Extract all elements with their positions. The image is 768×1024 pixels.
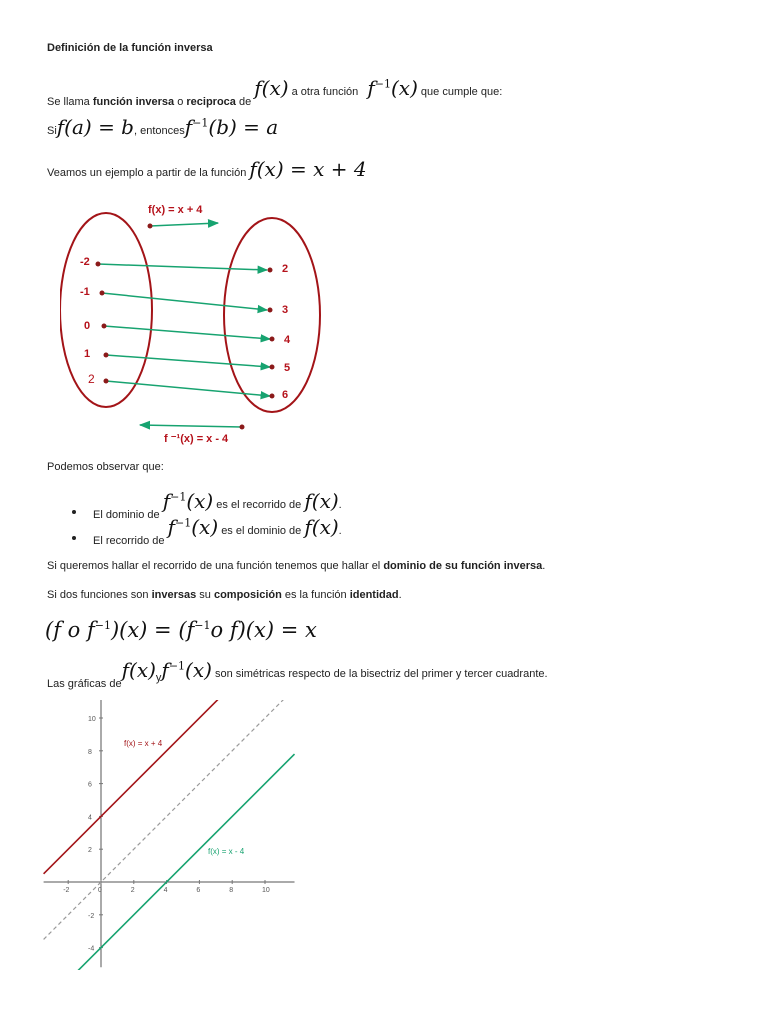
mapping-diagram: [60, 195, 330, 450]
range-label: 6: [282, 389, 289, 401]
range-label: 3: [282, 304, 289, 316]
label-f: f(x) = x + 4: [124, 739, 163, 748]
condition-line: Sif(a) = b, entoncesf$^{-1}$(b) = a: [47, 115, 279, 139]
composition-paragraph: Si dos funciones son inversas su composición es la función identidad.: [47, 589, 402, 601]
range-hint-paragraph: Si queremos hallar el recorrido de una función tenemos que hallar el dominio de su función inversa.: [47, 560, 546, 572]
range-label: 5: [284, 362, 291, 374]
diagram-top-arrow: [150, 223, 218, 226]
range-label: 4: [284, 334, 291, 346]
y-tick-label: -2: [88, 912, 95, 920]
mapping-points: [96, 262, 275, 399]
mapping-arrows: [98, 264, 270, 396]
symmetry-graph: [40, 700, 305, 970]
bullet-item: El recorrido de $f^{-1}(x)$ es el dominio de f(x).: [93, 515, 342, 547]
domain-labels: [80, 256, 95, 386]
x-tick-label: 4: [163, 887, 168, 894]
y-tick-label: 6: [88, 781, 92, 789]
x-tick-label: 0: [98, 887, 102, 894]
math-fx-eq-x-plus-4: f(x) = x + 4: [249, 157, 367, 181]
y-tick-label: -4: [88, 945, 95, 953]
domain-label: -2: [80, 256, 90, 268]
math-finverse: $f^{-1}(x)$: [367, 76, 418, 100]
mapping-arrow: [102, 293, 267, 310]
mapping-arrow: [104, 326, 270, 339]
bullet-item: El dominio de $f^{-1}(x)$ es el recorrido de f(x).: [93, 489, 342, 521]
math-fa-eq-b: f(a) = b: [56, 115, 134, 139]
range-ellipse: [224, 218, 320, 412]
range-labels: [282, 263, 291, 401]
x-tick-label: -2: [63, 887, 70, 894]
bullet-dot: [72, 510, 76, 514]
y-tick-label: 2: [88, 847, 92, 855]
bullet-dot: [72, 536, 76, 540]
x-tick-label: 6: [196, 887, 201, 894]
label-finverse: f(x) = x - 4: [208, 847, 245, 856]
page-title: Definición de la función inversa: [47, 42, 213, 54]
diagram-bottom-label: f ⁻¹(x) = x - 4: [164, 433, 229, 445]
observation-intro: Podemos observar que:: [47, 461, 164, 473]
domain-label: 1: [84, 348, 91, 360]
symmetry-paragraph: Las gráficas $def(x)yf^{-1}(x)$ son simétricas respecto de la bisectriz del primer y tercer cuadrante.: [47, 658, 548, 690]
y-tick-label: 4: [88, 814, 92, 822]
y-tick-label: 8: [88, 748, 92, 756]
example-intro: Veamos un ejemplo a partir de la función f(x) = x + 4: [47, 157, 367, 181]
x-tick-label: 8: [229, 887, 234, 894]
domain-ellipse: [60, 213, 152, 407]
domain-label: 0: [84, 320, 91, 332]
diagram-bottom-arrow: [140, 425, 242, 427]
x-tick-label: 10: [262, 887, 270, 894]
range-label: 2: [282, 263, 289, 275]
mapping-arrow: [98, 264, 267, 270]
domain-label: 2: [88, 372, 95, 386]
x-tick-label: 2: [130, 887, 135, 894]
definition-paragraph: Se llama función inversa o reciproca de f(x) a otra función $f^{-1}(x)$ que cumple que:: [47, 76, 503, 108]
mapping-arrow: [106, 355, 270, 367]
composition-formula: (f o $f^{-1})(x) = (f^{-1}o$ f)(x) = x: [45, 618, 317, 642]
line-finverse: [73, 754, 294, 970]
math-finv-b-eq-a: $f^{-1}(b) = a$: [184, 115, 279, 139]
diagram-top-label: f(x) = x + 4: [148, 204, 203, 216]
line-f: [44, 700, 224, 874]
mapping-arrow: [106, 381, 270, 396]
bisector-line: [44, 700, 287, 939]
domain-label: -1: [80, 286, 90, 298]
y-tick-label: 10: [88, 716, 96, 723]
math-fx: f(x): [254, 76, 289, 100]
